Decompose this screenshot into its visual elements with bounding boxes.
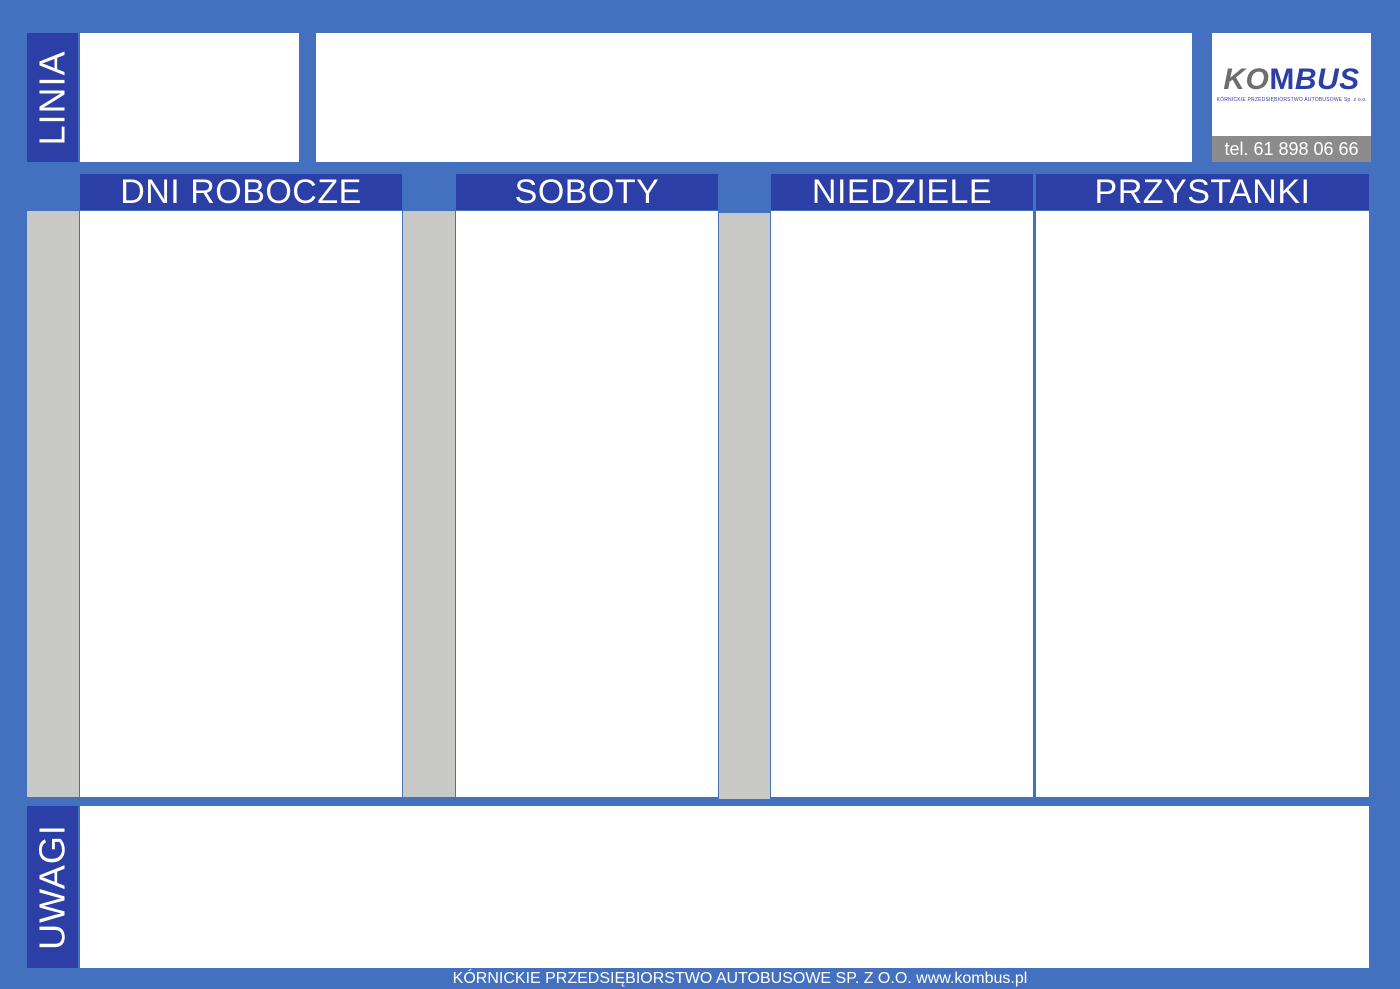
logo-tagline: KÓRNICKIE PRZEDSIĘBIORSTWO AUTOBUSOWE Sp. z o.o. <box>1216 97 1367 103</box>
column-header-saturdays: SOBOTY <box>456 174 718 210</box>
hour-strip-weekdays <box>27 211 79 797</box>
column-header-sundays: NIEDZIELE <box>771 174 1033 210</box>
notes-box <box>80 806 1369 968</box>
column-header-weekdays: DNI ROBOCZE <box>80 174 402 210</box>
hour-strip-saturdays <box>403 211 455 797</box>
company-logo <box>1212 33 1371 136</box>
logo-bus: BUS <box>1294 63 1360 96</box>
route-name-box <box>316 33 1192 162</box>
stops-list-column <box>1036 211 1369 797</box>
notes-label-box <box>27 806 78 968</box>
linia-label: LINIA <box>31 50 73 146</box>
logo-ko: KO <box>1223 63 1270 96</box>
timetable-column-weekdays <box>80 211 402 797</box>
notes-label: UWAGI <box>31 824 73 950</box>
timetable-column-sundays <box>771 211 1033 797</box>
footer-text: KÓRNICKIE PRZEDSIĘBIORSTWO AUTOBUSOWE SP. Z O.O. www.kombus.pl <box>452 970 1028 987</box>
logo-wordmark <box>1216 63 1367 97</box>
timetable-column-saturdays <box>456 211 718 797</box>
linia-label-box <box>27 33 78 162</box>
line-number-box <box>80 33 299 162</box>
logo-m: M <box>1269 63 1295 96</box>
hour-strip-sundays <box>719 213 770 799</box>
phone-number: tel. 61 898 06 66 <box>1212 136 1371 162</box>
column-header-stops: PRZYSTANKI <box>1036 174 1369 210</box>
